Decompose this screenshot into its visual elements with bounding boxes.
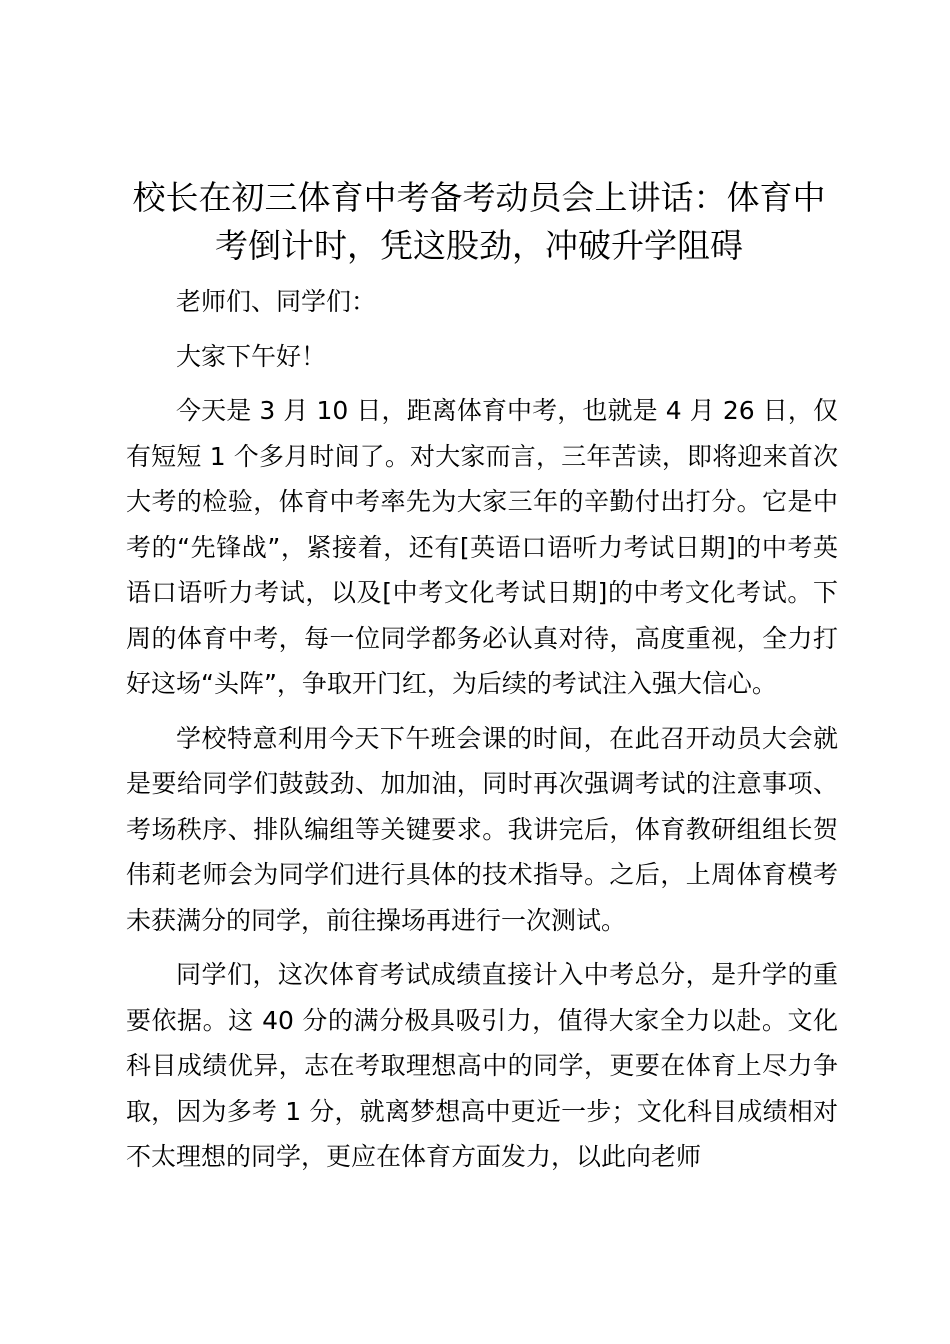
- paragraph-exam-countdown: 今天是 3 月 10 日，距离体育中考，也就是 4 月 26 日，仅有短短 1 个多月时间了。对大家而言，三年苦读，即将迎来首次大考的检验，体育中考率先为大家三年的辛勤付出打分。它是中考的“先锋战”，紧接着，还有[英语口语听力考试日期]的中考英语口语听力考试，以及[中考文化考试日期]的中考文化考试。下周的体育中考，每一位同学都务必认真对待，高度重视，全力打好这场“头阵”，争取开门红，为后续的考试注入强大信心。: [126, 396, 838, 698]
- paragraph-greeting: 大家下午好！: [176, 341, 327, 371]
- document-title: 校长在初三体育中考备考动员会上讲话：体育中考倒计时，凭这股劲，冲破升学阻碍: [132, 178, 826, 265]
- paragraph-meeting-purpose: 学校特意利用今天下午班会课的时间，在此召开动员大会就是要给同学们鼓鼓劲、加加油，同时再次强调考试的注意事项、考场秩序、排队编组等关键要求。我讲完后，体育教研组组长贺伟莉老师会为同学们进行具体的技术指导。之后，上周体育模考未获满分的同学，前往操场再进行一次测试。: [126, 723, 838, 935]
- paragraph-salutation: 老师们、同学们：: [176, 287, 377, 316]
- paragraph-score-importance: 同学们，这次体育考试成绩直接计入中考总分，是升学的重要依据。这 40 分的满分极具吸引力，值得大家全力以赴。文化科目成绩优异，志在考取理想高中的同学，更要在体育上尽力争取，因为多考 1 分，就离梦想高中更近一步；文化科目成绩相对不太理想的同学，更应在体育方面发力，以此向老师: [126, 960, 838, 1171]
- document-body: [126, 279, 838, 1180]
